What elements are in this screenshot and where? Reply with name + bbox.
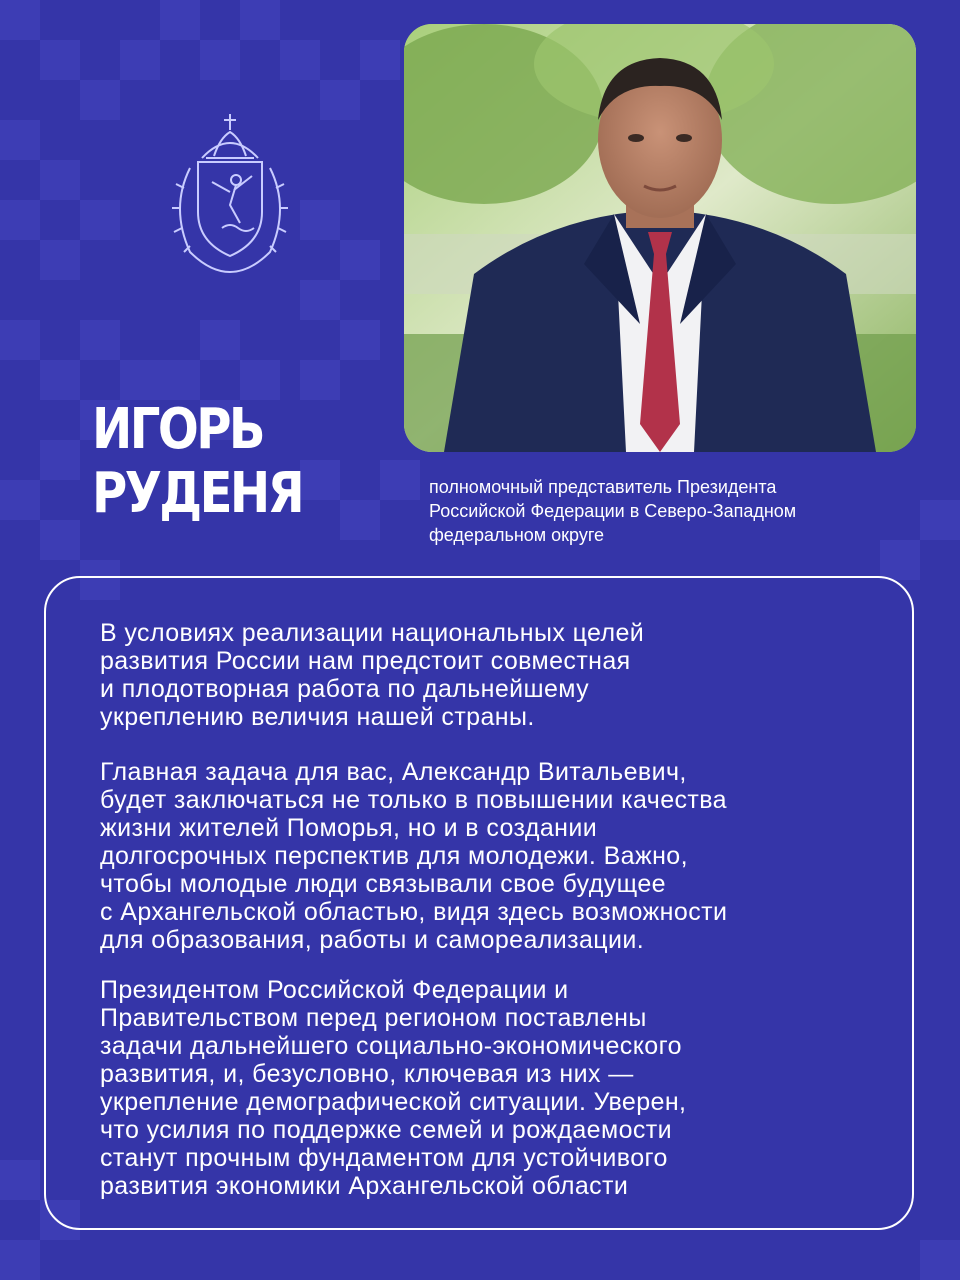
quote-line: развития России нам предстоит совместная <box>100 647 631 675</box>
quote-line: и плодотворная работа по дальнейшему <box>100 675 590 703</box>
quote-line: чтобы молодые люди связывали свое будущее <box>100 870 666 898</box>
speaker-name <box>92 398 333 526</box>
portrait-photo <box>404 24 916 452</box>
role-line: полномочный представитель Президента <box>429 477 777 497</box>
speaker-role <box>429 475 929 547</box>
quote-line: укрепление демографической ситуации. Уверен, <box>100 1088 687 1116</box>
archangelsk-coat-of-arms-icon <box>150 108 310 278</box>
speaker-last-name: РУДЕНЯ <box>92 461 303 526</box>
quote-paragraph-1 <box>100 619 900 731</box>
quote-line: В условиях реализации национальных целей <box>100 619 645 647</box>
quote-paragraph-2 <box>100 758 900 954</box>
quote-line: будет заключаться не только в повышении качества <box>100 786 727 814</box>
quote-line: развития, и, безусловно, ключевая из них — <box>100 1060 634 1088</box>
quote-line: Правительством перед регионом поставлены <box>100 1004 647 1032</box>
quote-line: с Архангельской областью, видя здесь возможности <box>100 898 728 926</box>
speaker-first-name: ИГОРЬ <box>92 397 264 462</box>
quote-line: Главная задача для вас, Александр Витальевич, <box>100 758 687 786</box>
quote-line: что усилия по поддержке семей и рождаемости <box>100 1116 672 1144</box>
quote-line: долгосрочных перспектив для молодежи. Важно, <box>100 842 688 870</box>
quote-line: Президентом Российской Федерации и <box>100 976 569 1004</box>
role-line: федеральном округе <box>429 525 605 545</box>
quote-line: для образования, работы и самореализации. <box>100 926 645 954</box>
quote-line: станут прочным фундаментом для устойчивого <box>100 1144 668 1172</box>
role-line: Российской Федерации в Северо-Западном <box>429 501 797 521</box>
quote-paragraph-3 <box>100 976 900 1200</box>
quote-line: задачи дальнейшего социально-экономического <box>100 1032 682 1060</box>
quote-line: развития экономики Архангельской области <box>100 1172 629 1200</box>
quote-line: укреплению величия нашей страны. <box>100 703 535 731</box>
quote-line: жизни жителей Поморья, но и в создании <box>100 814 598 842</box>
